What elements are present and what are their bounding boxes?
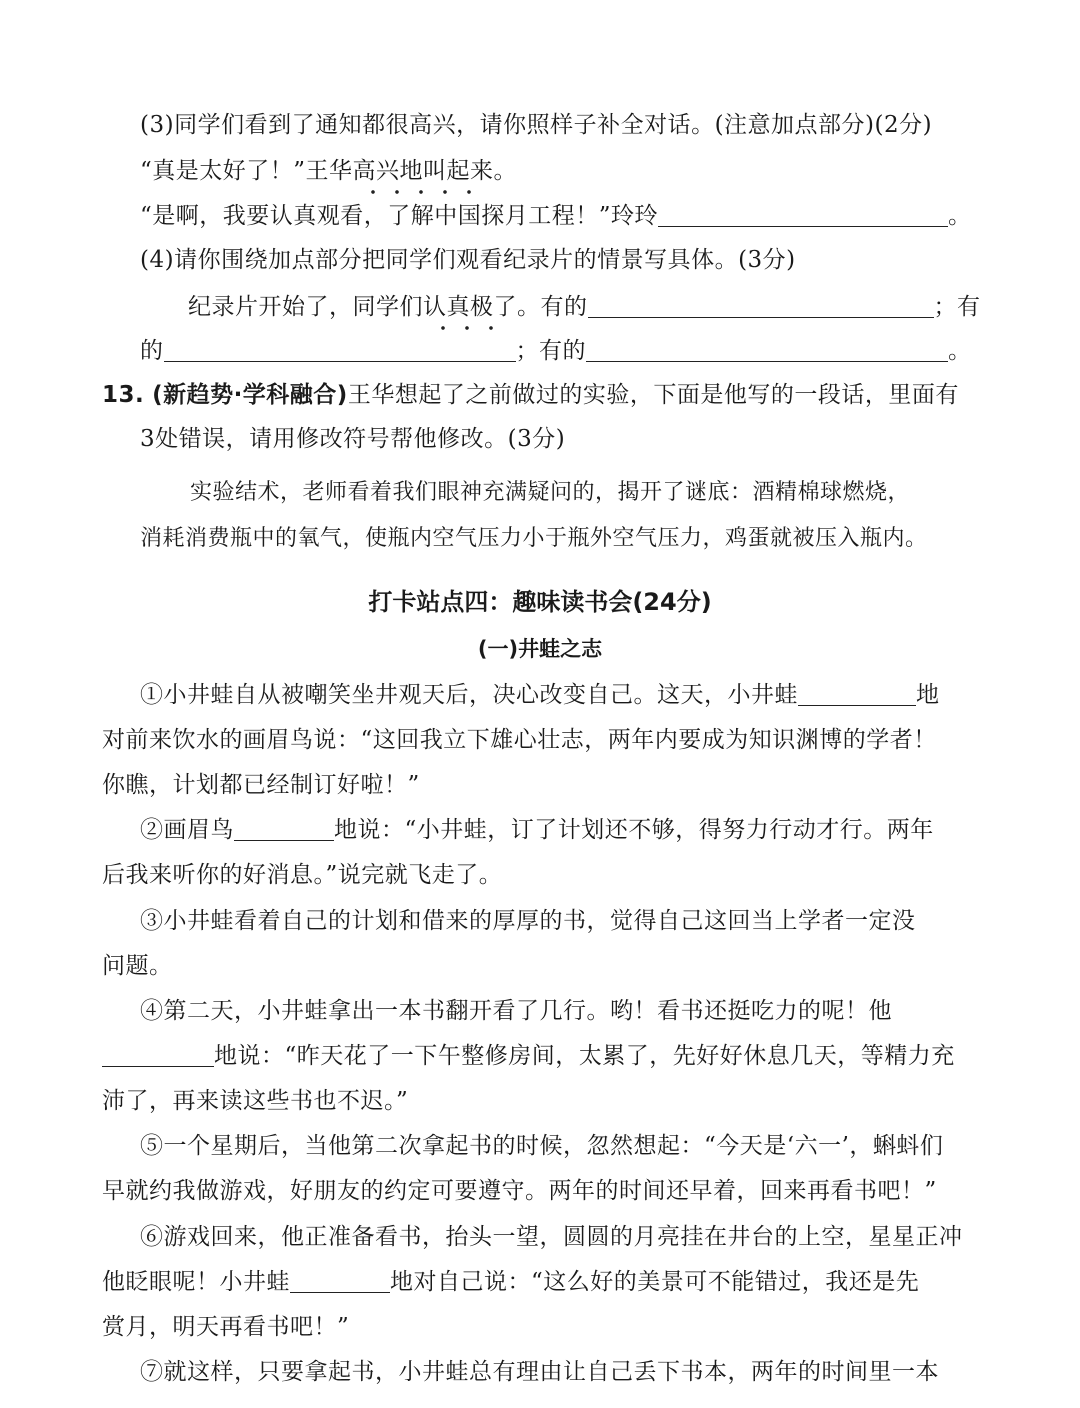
dialogue-answer-blank[interactable] [658,204,948,227]
story-p5-line2: 早就约我做游戏，好朋友的约定可要遵守。两年的时间还早着，回来再看书吧！” [102,1178,937,1204]
story-p6-line3: 赏月，明天再看书吧！” [102,1314,350,1340]
q13-tag: (新趋势·学科融合) [152,382,348,408]
p6-blank[interactable] [290,1270,390,1293]
story-subtitle: (一)井蛙之志 [477,637,603,661]
p1-text-b: 地 [916,682,940,708]
example-dotted-phrase: 高兴地叫起来 [352,158,494,184]
story-p7-line1: ⑦就这样，只要拿起书，小井蛙总有理由让自己丢下书本，两年的时间里一本 [140,1359,939,1385]
p4-blank[interactable] [102,1044,214,1067]
p2-text-a: ②画眉鸟 [140,817,234,843]
story-p5-line1: ⑤一个星期后，当他第二次拿起书的时候，忽然想起：“今天是‘六一’，蝌蚪们 [140,1133,944,1159]
scene-dotted-phrase: 认真极了 [423,294,517,320]
story-p1-line1 [140,680,940,710]
q12-example-line [140,156,517,186]
q12-scene-line2 [140,336,972,366]
story-p3-line2: 问题。 [102,953,173,979]
story-p1-line2: 对前来饮水的画眉鸟说：“这回我立下雄心壮志，两年内要成为知识渊博的学者！ [102,727,937,753]
story-p2-line2: 后我来听你的好消息。”说完就飞走了。 [102,862,503,888]
p2-blank[interactable] [234,818,334,841]
p1-blank[interactable] [798,683,916,706]
q13-passage-line1: 实验结术，老师看着我们眼神充满疑问的，揭开了谜底：酒精棉球燃烧， [190,480,911,505]
scene-de: 的 [140,338,164,364]
story-p4-line2 [102,1041,955,1071]
scene-sep2: ；有的 [515,338,586,364]
story-p2-line1 [140,815,934,845]
scene-has: 。有的 [517,294,588,320]
story-p6-line2 [102,1267,919,1297]
q12-scene-line1 [188,292,981,322]
p2-text-b: 地说：“小井蛙，订了计划还不够，得努力行动才行。两年 [334,817,934,843]
dialogue-end: 。 [948,203,972,229]
story-p6-line1: ⑥游戏回来，他正准备看书，抬头一望，圆圆的月亮挂在井台的上空，星星正冲 [140,1224,963,1250]
story-p1-line3: 你瞧，计划都已经制订好啦！” [102,772,420,798]
scene-end: 。 [948,338,972,364]
p4-text-b: 地说：“昨天花了一下午整修房间，太累了，先好好休息几天，等精力充 [214,1043,955,1069]
scene-blank-1[interactable] [588,295,934,318]
story-p3-line1: ③小井蛙看着自己的计划和借来的厚厚的书，觉得自己这回当上学者一定没 [140,908,916,934]
scene-blank-2[interactable] [164,339,516,362]
p6-text-b: 他眨眼呢！小井蛙 [102,1269,290,1295]
q13-number: 13. [102,382,145,408]
station4-title: 打卡站点四：趣味读书会(24分) [368,588,712,616]
p1-text-a: ①小井蛙自从被嘲笑坐井观天后，决心改变自己。这天，小井蛙 [140,682,798,708]
q12-part4-prompt: (4)请你围绕加点部分把同学们观看纪录片的情景写具体。(3分) [140,247,796,273]
scene-blank-3[interactable] [586,339,948,362]
q13-passage-line2: 消耗消费瓶中的氧气，使瓶内空气压力小于瓶外空气压力，鸡蛋就被压入瓶内。 [140,526,928,551]
example-quote: “真是太好了！”王华 [140,158,353,184]
q13-prompt-line1 [102,380,959,410]
q13-prompt-a: 王华想起了之前做过的实验，下面是他写的一段话，里面有 [347,382,959,408]
q12-dialogue-line [140,201,972,231]
q12-part3-prompt: (3)同学们看到了通知都很高兴，请你照样子补全对话。(注意加点部分)(2分) [140,112,933,138]
p6-text-c: 地对自己说：“这么好的美景可不能错过，我还是先 [390,1269,920,1295]
story-p4-line1: ④第二天，小井蛙拿出一本书翻开看了几行。哟！看书还挺吃力的呢！他 [140,998,892,1024]
example-end: 。 [493,158,518,184]
scene-start: 纪录片开始了，同学们 [188,294,423,320]
story-p4-line3: 沛了，再来读这些书也不迟。” [102,1088,409,1114]
scene-sep1: ；有 [933,294,981,320]
dialogue-text: “是啊，我要认真观看，了解中国探月工程！”玲玲 [140,203,659,229]
q13-prompt-line2: 3处错误，请用修改符号帮他修改。(3分) [140,426,566,452]
